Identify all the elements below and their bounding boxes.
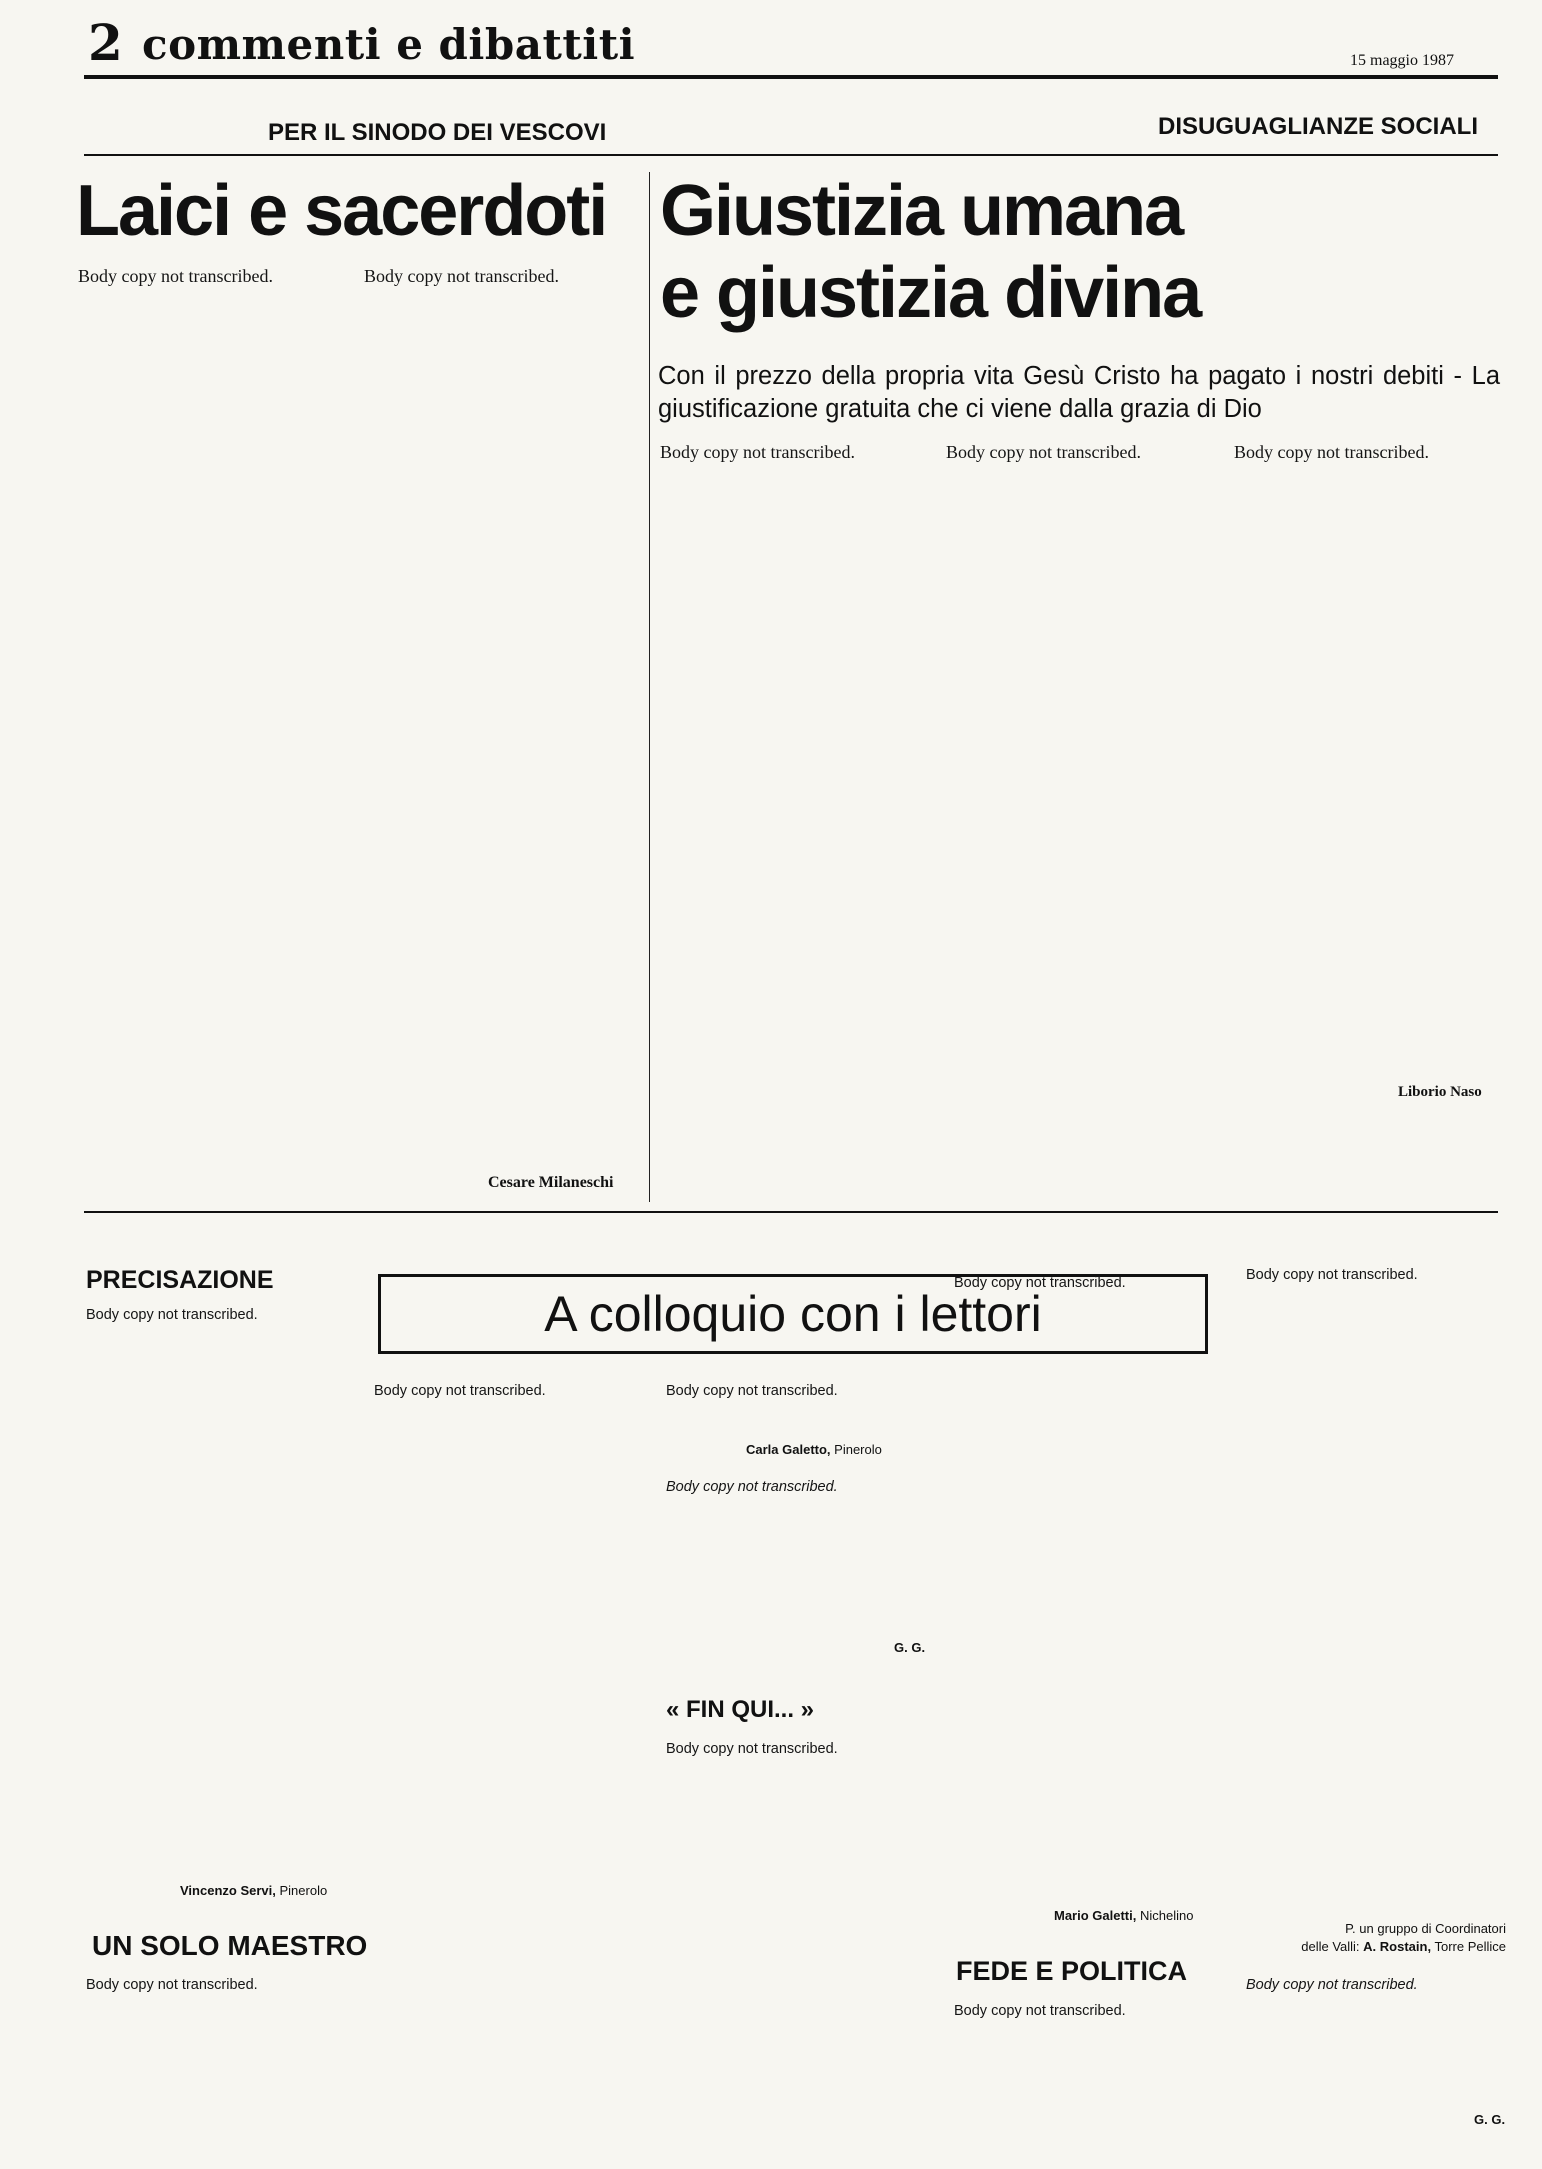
- left-article-col1: Body copy not transcribed.: [78, 266, 273, 286]
- editor-note-2-initials: G. G.: [1474, 2112, 1506, 2127]
- precisazione-author: Vincenzo Servi,: [180, 1883, 276, 1898]
- mid-page-rule: [84, 1211, 1498, 1213]
- fin-qui-body-col2: Body copy not transcribed.: [954, 1275, 1126, 1291]
- fede-e-politica-title: FEDE E POLITICA: [956, 1956, 1188, 1986]
- coordinatori-signed-line2: delle Valli:: [1301, 1939, 1360, 1954]
- precisazione-body: Body copy not transcribed.: [86, 1307, 258, 1323]
- top-section-rule: [84, 154, 1498, 156]
- precisazione-signature: [180, 1883, 360, 1898]
- left-article-author: Cesare Milaneschi: [488, 1174, 614, 1191]
- un-solo-maestro-title: UN SOLO MAESTRO: [92, 1930, 368, 1961]
- right-article-col3: Body copy not transcribed.: [1234, 442, 1429, 462]
- coordinatori-place: Torre Pellice: [1434, 1939, 1506, 1954]
- section-title: commenti e dibattiti: [142, 20, 636, 69]
- left-article-col2: Body copy not transcribed.: [364, 266, 559, 286]
- issue-date: 15 maggio 1987: [1350, 52, 1454, 69]
- galetto-letter-body: Body copy not transcribed.: [666, 1383, 838, 1399]
- right-article-author: Liborio Naso: [1398, 1084, 1482, 1100]
- galetto-place: Pinerolo: [834, 1442, 882, 1457]
- editor-note-1-initials: G. G.: [894, 1640, 926, 1655]
- right-subhead: Con il prezzo della propria vita Gesù Cristo ha pagato i nostri debiti - La giustificazione gratuita che ci viene dalla grazia di Dio: [658, 362, 1500, 423]
- right-article-col2: Body copy not transcribed.: [946, 442, 1141, 462]
- fin-qui-title: « FIN QUI... »: [666, 1696, 815, 1723]
- precisazione-place: Pinerolo: [279, 1883, 328, 1898]
- right-headline-line1: Giustizia umana: [660, 171, 1183, 251]
- coordinatori-signature: [1270, 1920, 1506, 1956]
- readers-title: A colloquio con i lettori: [544, 1286, 1042, 1342]
- galetto-signature: [746, 1442, 946, 1457]
- fin-qui-body-col1: Body copy not transcribed.: [666, 1741, 838, 1757]
- masthead-rule: [84, 75, 1498, 79]
- right-headline-line2: e giustizia divina: [660, 253, 1201, 333]
- right-kicker: DISUGUAGLIANZE SOCIALI: [1158, 113, 1479, 140]
- editor-note-1: Body copy not transcribed.: [666, 1479, 838, 1495]
- coordinatori-signed-name: A. Rostain,: [1363, 1939, 1432, 1954]
- un-solo-maestro-body: Body copy not transcribed.: [86, 1977, 258, 1993]
- solo-maestro-continuation: Body copy not transcribed.: [374, 1383, 546, 1399]
- fin-qui-author: Mario Galetti,: [1054, 1908, 1137, 1923]
- galetto-author: Carla Galetto,: [746, 1442, 831, 1457]
- precisazione-title: PRECISAZIONE: [86, 1266, 274, 1294]
- editor-note-2: Body copy not transcribed.: [1246, 1977, 1418, 1993]
- right-article-col1: Body copy not transcribed.: [660, 442, 855, 462]
- coordinatori-letter-body: Body copy not transcribed.: [1246, 1267, 1418, 1283]
- coordinatori-signed-line1: P. un gruppo di Coordinatori: [1345, 1921, 1506, 1936]
- fede-e-politica-body: Body copy not transcribed.: [954, 2003, 1126, 2019]
- left-headline: Laici e sacerdoti: [76, 171, 607, 251]
- fin-qui-signature: [1054, 1908, 1254, 1923]
- left-kicker: PER IL SINODO DEI VESCOVI: [268, 119, 607, 146]
- page-number: 2: [88, 13, 123, 72]
- fin-qui-place: Nichelino: [1139, 1908, 1194, 1923]
- top-col-divider: [649, 172, 650, 1202]
